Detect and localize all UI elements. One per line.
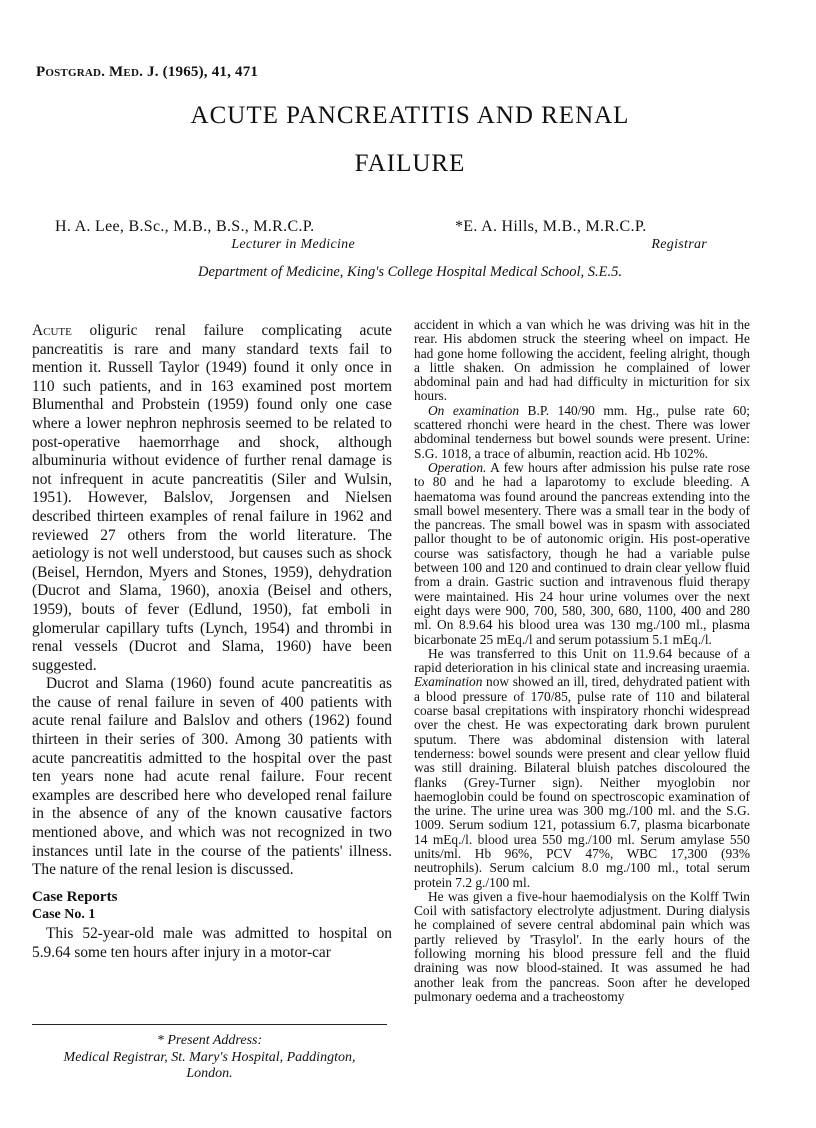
footnote-line-2: Medical Registrar, St. Mary's Hospital, Paddington, <box>63 1049 356 1065</box>
intro-paragraph <box>32 322 392 675</box>
author-2-name: *E. A. Hills, M.B., M.R.C.P. <box>455 218 647 235</box>
intro-text: oliguric renal failure complicating acute pancreatitis is rare and many standard texts fail to mention it. Russell Taylor (1949) found it only once in 110 such patients, and in 163 examined post mortem Blumenthal and Probstein (1959) found only one case where a lower nephron nephrosis seemed to be related to post-operative haemorrhage and shock, although albuminuria without evidence of further renal damage is not infrequent in acute pancreatitis (Siler and Wulsin, 1951). However, Balslov, Jorgensen and Nielsen described thirteen examples of renal failure in 1962 and reviewed 27 others from the world literature. The aetiology is not well understood, but causes such as shock (Beisel, Herndon, Myers and Stones, 1959), dehydration (Ducrot and Slama, 1960), anoxia (Beisel and others, 1959), bouts of fever (Edlund, 1950), fat emboli in glomerular capillary tufts (Lynch, 1954) and thrombi in renal vessels (Ducrot and Slama, 1960) have been suggested. <box>32 322 392 674</box>
author-1 <box>55 218 355 253</box>
dialysis-paragraph: He was given a five-hour haemodialysis on the Kolff Twin Coil with satisfactory electrolyte adjustment. During dialysis he complained of severe central abdominal pain which was partly relieved by 'Trasylol'. In the early hours of the following morning his blood pressure fell and the fluid draining was now blood-stained. It was assumed he had another leak from the pancreas. Soon after he developed pulmonary oedema and a tracheostomy <box>414 888 750 1004</box>
article-title-line-1: ACUTE PANCREATITIS AND RENAL <box>190 102 630 129</box>
journal-citation <box>36 64 258 81</box>
journal-name: Postgrad. Med. J. <box>36 64 159 80</box>
transfer-text: He was transferred to this Unit on 11.9.64 because of a rapid deterioration in his clinical state and increasing uraemia. <box>414 645 750 676</box>
operation-paragraph <box>414 461 750 647</box>
transfer-paragraph <box>414 647 750 890</box>
journal-volume: (1965), 41, 471 <box>162 64 259 80</box>
author-2 <box>455 218 707 253</box>
author-1-name: H. A. Lee, B.Sc., M.B., B.S., M.R.C.P. <box>55 218 315 235</box>
case-heading: Case No. 1 <box>32 907 96 923</box>
accident-paragraph: accident in which a van which he was driving was hit in the rear. His abdomen struck the steering wheel on impact. He had gone home following the accident, feeling alright, though a little shaken. On admission he complained of lower abdominal pain and had had difficulty in micturition for six hours. <box>414 317 750 404</box>
affiliation: Department of Medicine, King's College Hospital Medical School, S.E.5. <box>198 264 622 280</box>
case-1-paragraph: This 52-year-old male was admitted to hospital on 5.9.64 some ten hours after injury in a motor-car <box>32 925 392 961</box>
footnote-line-3: London. <box>186 1066 233 1081</box>
transfer-exam-label: Examination <box>414 674 483 690</box>
paragraph-2: Ducrot and Slama (1960) found acute pancreatitis as the cause of renal failure in seven of 400 patients with acute renal failure and Balslov and others (1962) found thirteen in their series of 300. Among 30 patients with acute pancreatitis admitted to the hospital over the past ten years none had acute renal failure. Four recent examples are described here who developed renal failure in the absence of any of the known causative factors mentioned above, and which was not recognized in two instances until late in the course of the patients' illness. The nature of the renal lesion is discussed. <box>32 675 392 879</box>
footnote <box>32 1033 387 1083</box>
article-title-line-2: FAILURE <box>354 150 466 177</box>
author-2-role: Registrar <box>651 237 707 252</box>
examination-text: B.P. 140/90 mm. Hg., pulse rate 60; scattered rhonchi were heard in the chest. There was lower abdominal tenderness but bowel sounds were present. Urine: S.G. 1018, a trace of albumin, reaction acid. Hb 102%. <box>414 402 750 461</box>
operation-label: Operation. <box>428 459 487 475</box>
lead-word: Acute <box>32 322 72 339</box>
author-1-role: Lecturer in Medicine <box>231 237 355 252</box>
section-heading: Case Reports <box>32 888 118 905</box>
examination-label: On examination <box>428 402 520 418</box>
footnote-line-1: * Present Address: <box>156 1033 263 1048</box>
operation-text: A few hours after admission his pulse rate rose to 80 and he had a laparotomy to exclude bleeding. A haematoma was found around the pancreas extending into the small bowel mesentery. There was a small tear in the body of the pancreas. The small bowel was in spasm with associated pallor thought to be of autonomic origin. His post-operative course was satisfactory, though he had a variable pulse between 100 and 120 and continued to drain clear yellow fluid from a drain. Gastric suction and intravenous fluid therapy were maintained. His 24 hour urine volumes over the next eight days were 900, 700, 580, 300, 680, 1100, 400 and 280 ml. On 8.9.64 his blood urea was 130 mg./100 ml., plasma bicarbonate 25 mEq./l and serum potassium 5.1 mEq./l. <box>414 459 750 647</box>
transfer-exam-text: now showed an ill, tired, dehydrated patient with a blood pressure of 170/85, pulse rate of 110 and bilateral coarse basal crepitations with inspiratory rhonchi widespread over the chest. He was expectorating dark brown purulent sputum. There was abdominal distension with lateral tenderness: bowel sounds were present and clear yellow fluid was still draining. Bilateral bluish patches discoloured the flanks (Grey-Turner sign). Neither myoglobin nor haemoglobin could be found on spectroscopic examination of the urine. The urine urea was 300 mg./100 ml. and the S.G. 1009. Serum sodium 121, potassium 6.7, plasma bicarbonate 14 mEq./l. blood urea 550 mg./100 ml. Serum amylase 550 units/ml. Hb 96%, PCV 47%, WBC 17,300 (93% neutrophils). Serum calcium 8.0 mg./100 ml., total serum protein 7.2 g./100 ml. <box>414 674 750 890</box>
left-column <box>32 322 392 962</box>
footnote-divider <box>32 1024 387 1025</box>
right-column <box>414 318 750 1004</box>
examination-paragraph <box>414 404 750 461</box>
